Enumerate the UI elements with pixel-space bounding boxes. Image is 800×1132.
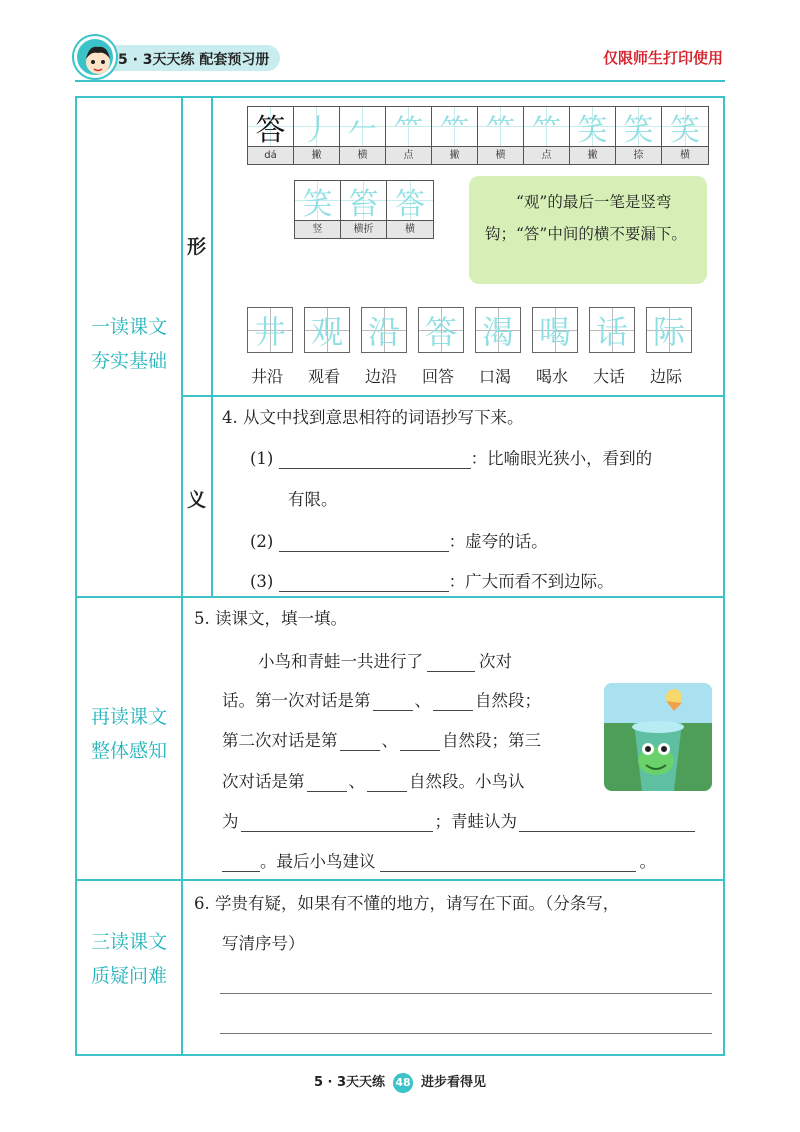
tip-note: “观”的最后一笔是竖弯钩；“答”中间的横不要漏下。	[469, 176, 707, 284]
practice-word: 井沿	[250, 367, 283, 386]
stroke-cell: ⺮ 横	[478, 107, 524, 164]
q5-blank[interactable]	[307, 774, 347, 792]
q5-blank[interactable]	[400, 733, 440, 751]
q4-blank-3[interactable]	[279, 574, 449, 592]
q4-item2: (2) ：虚夸的话。	[250, 532, 548, 551]
q6-answer-line-1[interactable]	[220, 993, 712, 994]
q4-title: 4. 从文中找到意思相符的词语抄写下来。	[222, 408, 524, 427]
q5-blank-bird-view[interactable]	[241, 814, 433, 832]
stroke-cell: 笑 捺	[616, 107, 662, 164]
q5-line6: 。最后小鸟建议 。	[222, 848, 656, 872]
header-divider	[75, 80, 725, 82]
q5-blank[interactable]	[340, 733, 380, 751]
q4-blank-1[interactable]	[279, 451, 471, 469]
q6-line2: 写清序号）	[222, 934, 305, 953]
stroke-cell: 丿 撇	[294, 107, 340, 164]
q4-item1: (1) ：比喻眼光狭小，看到的	[250, 449, 653, 468]
practice-word: 喝水	[535, 367, 568, 386]
practice-char-box[interactable]: 话	[589, 307, 635, 353]
stroke-cell: 答 横	[387, 181, 433, 238]
practice-char-box[interactable]: 沿	[361, 307, 407, 353]
stroke-cell: ⺮ 撇	[432, 107, 478, 164]
practice-word: 边沿	[364, 367, 397, 386]
stroke-cell: ⺮ 点	[386, 107, 432, 164]
column-divider	[181, 96, 183, 1056]
practice-word: 回答	[421, 367, 454, 386]
footer-right: 进步看得见	[421, 1075, 487, 1090]
practice-word: 大话	[592, 367, 625, 386]
q5-line4: 次对话是第 、 自然段。小鸟认	[222, 772, 525, 791]
q5-blank[interactable]	[367, 774, 407, 792]
practice-char-row	[247, 307, 692, 353]
q4-item1-cont: 有限。	[288, 490, 338, 509]
frog-in-well-illustration	[604, 683, 712, 791]
stroke-cell: 笞 横折	[341, 181, 387, 238]
stroke-order-grid-da	[247, 106, 709, 165]
print-restriction: 仅限师生打印使用	[602, 49, 723, 67]
stroke-cell: 笑 撇	[570, 107, 616, 164]
page-number: 48	[393, 1073, 413, 1093]
section-label-1: 一读课文 夯实基础	[90, 316, 167, 372]
q5-blank-count[interactable]	[427, 654, 475, 672]
q5-blank-frog-view-cont[interactable]	[222, 854, 260, 872]
q5-blank-suggestion[interactable]	[380, 854, 636, 872]
q5-blank[interactable]	[433, 693, 473, 711]
q5-line2: 话。第一次对话是第 、 自然段；	[222, 691, 541, 710]
mascot-logo-icon	[74, 36, 116, 78]
stroke-cell: 答 dá	[248, 107, 294, 164]
q5-line5: 为 ；青蛙认为	[222, 808, 695, 832]
q5-title: 5. 读课文，填一填。	[194, 609, 347, 628]
practice-char-box[interactable]: 渴	[475, 307, 521, 353]
footer-left: 5 · 3天天练	[313, 1075, 386, 1090]
practice-char-box[interactable]: 际	[646, 307, 692, 353]
q6-line1: 6. 学贵有疑，如果有不懂的地方，请写在下面。（分条写，	[194, 894, 620, 913]
section-label-3: 三读课文 质疑问难	[90, 931, 167, 987]
footer	[0, 1071, 800, 1093]
sub-label-yi: 义	[187, 489, 207, 511]
practice-word: 观看	[307, 367, 340, 386]
q4-item3: (3) ：广大而看不到边际。	[250, 572, 614, 591]
q5-line3: 第二次对话是第 、 自然段；第三	[222, 731, 541, 750]
sub-column-divider	[211, 96, 213, 597]
practice-char-box[interactable]: 观	[304, 307, 350, 353]
practice-char-box[interactable]: 答	[418, 307, 464, 353]
stroke-cell: 笑 竖	[295, 181, 341, 238]
row-divider-2	[75, 879, 725, 881]
q5-line1: 小鸟和青蛙一共进行了 次对	[258, 652, 512, 671]
header-title: 5 · 3天天练 配套预习册	[118, 52, 270, 68]
stroke-cell: 笑 横	[662, 107, 708, 164]
q5-blank-frog-view[interactable]	[519, 814, 695, 832]
row-divider-1	[75, 596, 725, 598]
row-divider-xing-yi	[181, 395, 725, 397]
stroke-order-grid-da-cont	[294, 180, 434, 239]
practice-char-box[interactable]: 井	[247, 307, 293, 353]
stroke-cell: ⺮ 点	[524, 107, 570, 164]
q5-blank[interactable]	[373, 693, 413, 711]
practice-word-row	[245, 364, 688, 387]
practice-word: 边际	[649, 367, 682, 386]
stroke-cell: 𠂉 横	[340, 107, 386, 164]
section-label-2: 再读课文 整体感知	[90, 706, 167, 762]
practice-word: 口渴	[478, 367, 511, 386]
q6-answer-line-2[interactable]	[220, 1033, 712, 1034]
practice-char-box[interactable]: 喝	[532, 307, 578, 353]
q4-blank-2[interactable]	[279, 534, 449, 552]
sub-label-xing: 形	[187, 236, 207, 258]
